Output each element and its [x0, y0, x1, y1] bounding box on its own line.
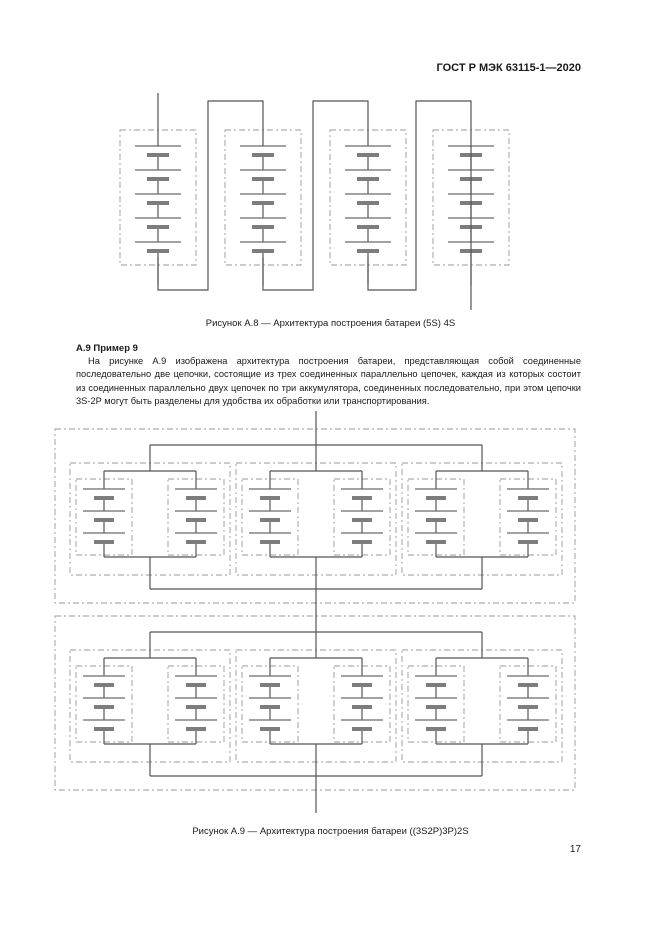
battery-cell-symbol: [341, 533, 383, 544]
battery-cell-symbol: [507, 698, 549, 709]
battery-cell-symbol: [345, 194, 391, 205]
battery-cell-symbol: [83, 676, 125, 687]
module-boundary: [225, 130, 301, 265]
battery-cell-symbol: [507, 533, 549, 544]
cell-negative-plate: [352, 518, 372, 522]
battery-cell-symbol: [249, 676, 291, 687]
battery-cell-symbol: [175, 533, 217, 544]
string-3s: [76, 658, 132, 744]
battery-cell-symbol: [507, 676, 549, 687]
battery-cell-symbol: [83, 698, 125, 709]
module-boundary: [120, 130, 196, 265]
cell-negative-plate: [252, 249, 274, 253]
cell-negative-plate: [147, 249, 169, 253]
cell-negative-plate: [518, 683, 538, 687]
page-number: 17: [569, 844, 581, 855]
battery-cell-symbol: [415, 676, 457, 687]
string-3s: [168, 658, 224, 744]
cell-negative-plate: [518, 540, 538, 544]
battery-cell-symbol: [341, 511, 383, 522]
battery-cell-symbol: [415, 533, 457, 544]
cell-negative-plate: [94, 540, 114, 544]
cell-negative-plate: [94, 727, 114, 731]
figure-a8-diagram: [120, 93, 509, 310]
battery-cell-symbol: [175, 676, 217, 687]
battery-cell-symbol: [341, 720, 383, 731]
cell-negative-plate: [252, 153, 274, 157]
battery-cell-symbol: [240, 194, 286, 205]
cell-negative-plate: [357, 177, 379, 181]
battery-cell-symbol: [135, 170, 181, 181]
cell-negative-plate: [260, 683, 280, 687]
cell-negative-plate: [147, 225, 169, 229]
cell-negative-plate: [186, 683, 206, 687]
battery-cell-symbol: [345, 170, 391, 181]
cell-negative-plate: [518, 496, 538, 500]
battery-cell-symbol: [415, 511, 457, 522]
string-3s: [408, 658, 464, 744]
module-3s2p: [70, 445, 230, 589]
string-3s: [168, 471, 224, 557]
battery-cell-symbol: [83, 489, 125, 500]
battery-cell-symbol: [249, 698, 291, 709]
cell-negative-plate: [260, 540, 280, 544]
cell-negative-plate: [357, 225, 379, 229]
cell-negative-plate: [518, 705, 538, 709]
battery-cell-symbol: [135, 242, 181, 253]
cell-negative-plate: [252, 201, 274, 205]
module-3s2p: [70, 632, 230, 776]
string-3s: [242, 471, 298, 557]
battery-cell-symbol: [175, 720, 217, 731]
battery-cell-symbol: [240, 242, 286, 253]
battery-cell-symbol: [507, 720, 549, 731]
cell-negative-plate: [186, 727, 206, 731]
cell-negative-plate: [147, 177, 169, 181]
string-3s: [408, 471, 464, 557]
cell-negative-plate: [260, 705, 280, 709]
battery-cell-symbol: [175, 698, 217, 709]
cell-negative-plate: [352, 683, 372, 687]
pack-boundary: [55, 429, 575, 603]
battery-cell-symbol: [249, 489, 291, 500]
cell-negative-plate: [357, 201, 379, 205]
cell-negative-plate: [426, 540, 446, 544]
cell-negative-plate: [426, 496, 446, 500]
battery-cell-symbol: [135, 218, 181, 229]
battery-cell-symbol: [345, 146, 391, 157]
battery-cell-symbol: [345, 218, 391, 229]
document-header: ГОСТ Р МЭК 63115-1—2020: [436, 62, 581, 74]
parallel-pack: [55, 429, 575, 603]
cell-negative-plate: [94, 518, 114, 522]
battery-cell-symbol: [345, 242, 391, 253]
figure-a9-diagram: [55, 411, 575, 813]
battery-cell-symbol: [415, 698, 457, 709]
cell-negative-plate: [94, 496, 114, 500]
battery-cell-symbol: [175, 511, 217, 522]
module-3s2p: [402, 632, 562, 776]
battery-cell-symbol: [341, 698, 383, 709]
battery-cell-symbol: [83, 533, 125, 544]
battery-cell-symbol: [240, 146, 286, 157]
cell-negative-plate: [352, 496, 372, 500]
cell-negative-plate: [426, 683, 446, 687]
battery-cell-symbol: [341, 489, 383, 500]
cell-negative-plate: [352, 705, 372, 709]
battery-cell-symbol: [135, 194, 181, 205]
cell-negative-plate: [260, 518, 280, 522]
string-3s: [500, 658, 556, 744]
battery-cell-symbol: [415, 489, 457, 500]
cell-negative-plate: [252, 177, 274, 181]
series-link: [368, 101, 471, 290]
figure-a8-caption: Рисунок А.8 — Архитектура построения батареи (5S) 4S: [205, 318, 456, 329]
parallel-pack: [55, 616, 575, 790]
string-3s: [76, 471, 132, 557]
cell-negative-plate: [94, 683, 114, 687]
cell-negative-plate: [426, 518, 446, 522]
cell-negative-plate: [147, 153, 169, 157]
cell-negative-plate: [357, 153, 379, 157]
cell-negative-plate: [260, 496, 280, 500]
cell-negative-plate: [186, 496, 206, 500]
cell-negative-plate: [252, 225, 274, 229]
figure-a9-caption: Рисунок А.9 — Архитектура построения батареи ((3S2P)3P)2S: [192, 826, 469, 837]
cell-negative-plate: [186, 540, 206, 544]
section-paragraph: На рисунке А.9 изображена архитектура построения батареи, представляющая собой соединенные последовательно две цепочки, состоящие из трех соединенных параллельно цепочек, каждая из которых состоит из соединенных параллельно двух цепочек по три аккумулятора, соединенных последовательно, при этом цепочки 3S-2P могут быть разделены для удобства их обработки или транспортирования.: [76, 356, 581, 407]
battery-cell-symbol: [83, 511, 125, 522]
battery-cell-symbol: [341, 676, 383, 687]
cell-negative-plate: [94, 705, 114, 709]
section-heading: А.9 Пример 9: [76, 343, 138, 354]
string-3s: [334, 471, 390, 557]
cell-negative-plate: [518, 727, 538, 731]
cell-negative-plate: [352, 727, 372, 731]
battery-cell-symbol: [83, 720, 125, 731]
string-3s: [334, 658, 390, 744]
battery-cell-symbol: [135, 146, 181, 157]
series-link: [158, 101, 263, 290]
module-3s2p: [236, 445, 396, 589]
cell-negative-plate: [426, 727, 446, 731]
string-3s: [500, 471, 556, 557]
cell-negative-plate: [518, 518, 538, 522]
cell-negative-plate: [357, 249, 379, 253]
series-link: [263, 101, 368, 290]
module-boundary: [330, 130, 406, 265]
battery-cell-symbol: [507, 511, 549, 522]
battery-cell-symbol: [249, 720, 291, 731]
cell-negative-plate: [260, 727, 280, 731]
cell-negative-plate: [186, 518, 206, 522]
module-3s2p: [236, 632, 396, 776]
cell-negative-plate: [352, 540, 372, 544]
cell-negative-plate: [186, 705, 206, 709]
string-3s: [242, 658, 298, 744]
battery-cell-symbol: [240, 170, 286, 181]
cell-negative-plate: [147, 201, 169, 205]
battery-cell-symbol: [249, 533, 291, 544]
battery-cell-symbol: [175, 489, 217, 500]
battery-cell-symbol: [249, 511, 291, 522]
battery-cell-symbol: [415, 720, 457, 731]
pack-boundary: [55, 616, 575, 790]
module-3s2p: [402, 445, 562, 589]
battery-cell-symbol: [507, 489, 549, 500]
battery-cell-symbol: [240, 218, 286, 229]
cell-negative-plate: [426, 705, 446, 709]
